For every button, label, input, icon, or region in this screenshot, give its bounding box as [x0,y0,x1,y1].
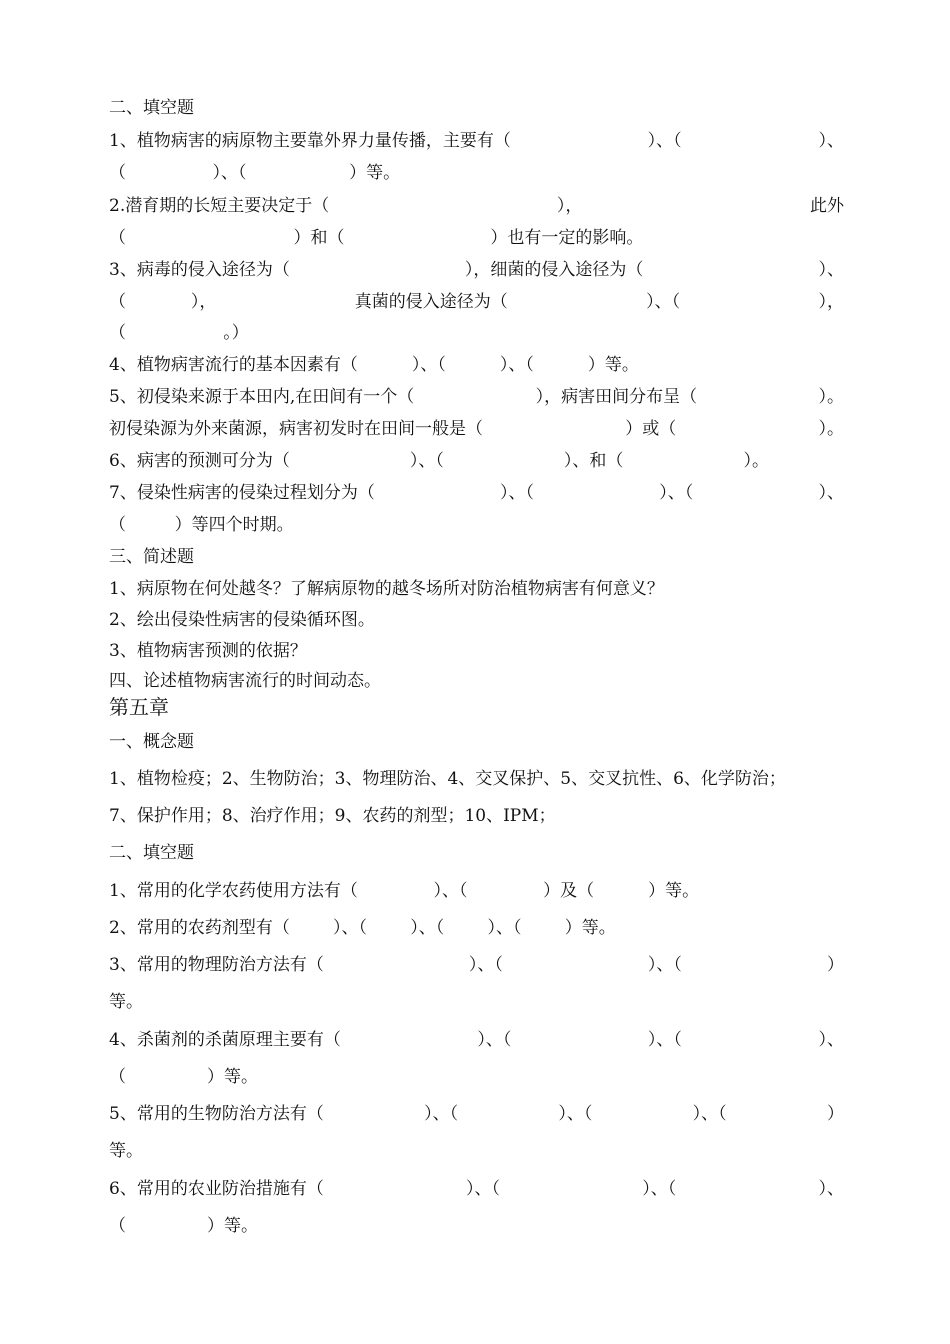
text-segment: ）。 [818,419,844,439]
question-4: 4、植物病害流行的基本因素有（ ）、（ ）、（ ）等。 [109,355,639,375]
text-segment: ）、 [818,1179,844,1199]
text-segment: 此外 [809,196,844,216]
question-6 [109,450,769,472]
text-segment: ）、（ [647,955,682,975]
question-5-line-1 [109,386,844,408]
text-segment: 5、初侵染来源于本田内,在田间有一个（ [109,387,415,407]
concept-list-line-1: 1、植物检疫；2、生物防治；3、物理防治、4、交叉保护、5、交叉抗性、6、化学防治； [109,769,786,789]
text-segment: ） [826,955,844,975]
question-7-line-1 [109,482,844,504]
text-segment: ）， [818,292,844,312]
short-answer-3: 3、植物病害预测的依据？ [109,641,307,661]
question-1-line-1 [109,130,844,152]
text-segment: （ ）， [109,292,217,312]
text-segment: ）、（ [466,1179,501,1199]
text-segment: 真菌的侵入途径为（ [354,292,508,312]
fill-question-6-line-2: （ ）等。 [109,1216,259,1236]
short-answer-2: 2、绘出侵染性病害的侵染循环图。 [109,610,375,630]
text-segment: ）、（ [647,1030,682,1050]
text-segment: 3、病毒的侵入途径为（ [109,260,290,280]
text-segment: 1、植物病害的病原物主要靠外界力量传播，主要有（ [109,131,511,151]
text-segment: ）。 [818,387,844,407]
text-segment: ）、（ [642,1179,677,1199]
question-3-line-1 [109,259,844,281]
question-5-line-2 [109,418,844,440]
fill-question-6-line-1 [109,1178,844,1200]
text-segment: ）、（ [477,1030,512,1050]
section-heading-concept: 一、概念题 [109,732,194,752]
text-segment: 4、杀菌剂的杀菌原理主要有（ [109,1030,341,1050]
text-segment: ）、（ [468,955,503,975]
fill-question-4-line-2: （ ）等。 [109,1067,259,1087]
text-segment: 5、常用的生物防治方法有（ [109,1104,324,1124]
fill-question-4-line-1 [109,1029,844,1051]
concept-list-line-2: 7、保护作用；8、治疗作用；9、农药的剂型；10、IPM； [109,806,556,826]
fill-question-1: 1、常用的化学农药使用方法有（ ）、（ ）及（ ）等。 [109,881,700,901]
text-segment: ）、 [818,1030,844,1050]
text-segment: 3、常用的物理防治方法有（ [109,955,324,975]
text-segment: ）、和（ [563,451,624,471]
text-segment: 2.潜育期的长短主要决定于（ [109,196,330,216]
text-segment: ）、（ [692,1104,727,1124]
fill-question-2: 2、常用的农药剂型有（ ）、（ ）、（ ）、（ ）等。 [109,918,616,938]
text-segment: ）、（ [646,292,681,312]
text-segment: ）、 [818,131,844,151]
question-7-line-2: （ ）等四个时期。 [109,515,294,535]
text-segment: ）、（ [500,483,535,503]
question-2-line-2: （ ）和（ ）也有一定的影响。 [109,228,644,248]
text-segment: ）， [556,196,583,216]
short-answer-1: 1、病原物在何处越冬？了解病原物的越冬场所对防治植物病害有何意义？ [109,579,664,599]
fill-question-3-line-1 [109,954,844,976]
text-segment: ）、（ [424,1104,459,1124]
fill-question-3-line-2: 等。 [109,992,143,1012]
section-heading-fill-blank-2: 二、填空题 [109,843,194,863]
text-segment: ），病害田间分布呈（ [535,387,698,407]
text-segment: ）。 [743,451,769,471]
section-heading-short-answer: 三、简述题 [109,547,194,567]
question-3-line-2 [109,291,844,313]
text-segment: 7、侵染性病害的侵染过程划分为（ [109,483,375,503]
section-heading-essay: 四、论述植物病害流行的时间动态。 [109,671,381,691]
text-segment: 6、常用的农业防治措施有（ [109,1179,324,1199]
fill-question-5-line-2: 等。 [109,1141,143,1161]
text-segment: ） [826,1104,844,1124]
text-segment: ）或（ [625,419,677,439]
text-segment: ）、（ [659,483,694,503]
question-1-line-2: （ ）、（ ）等。 [109,163,401,183]
text-segment: ）、（ [647,131,682,151]
text-segment: 6、病害的预测可分为（ [109,451,290,471]
question-3-line-3: （ 。） [109,323,249,343]
text-segment: ）、 [818,483,844,503]
text-segment: 初侵染源为外来菌源，病害初发时在田间一般是（ [109,419,483,439]
fill-question-5-line-1 [109,1103,844,1125]
question-2-line-1 [109,195,844,217]
section-heading-fill-blank: 二、填空题 [109,98,194,118]
text-segment: ），细菌的侵入途径为（ [464,260,644,280]
text-segment: ）、（ [409,451,444,471]
text-segment: ）、（ [558,1104,593,1124]
chapter-title: 第五章 [109,695,169,719]
text-segment: ）、 [818,260,844,280]
